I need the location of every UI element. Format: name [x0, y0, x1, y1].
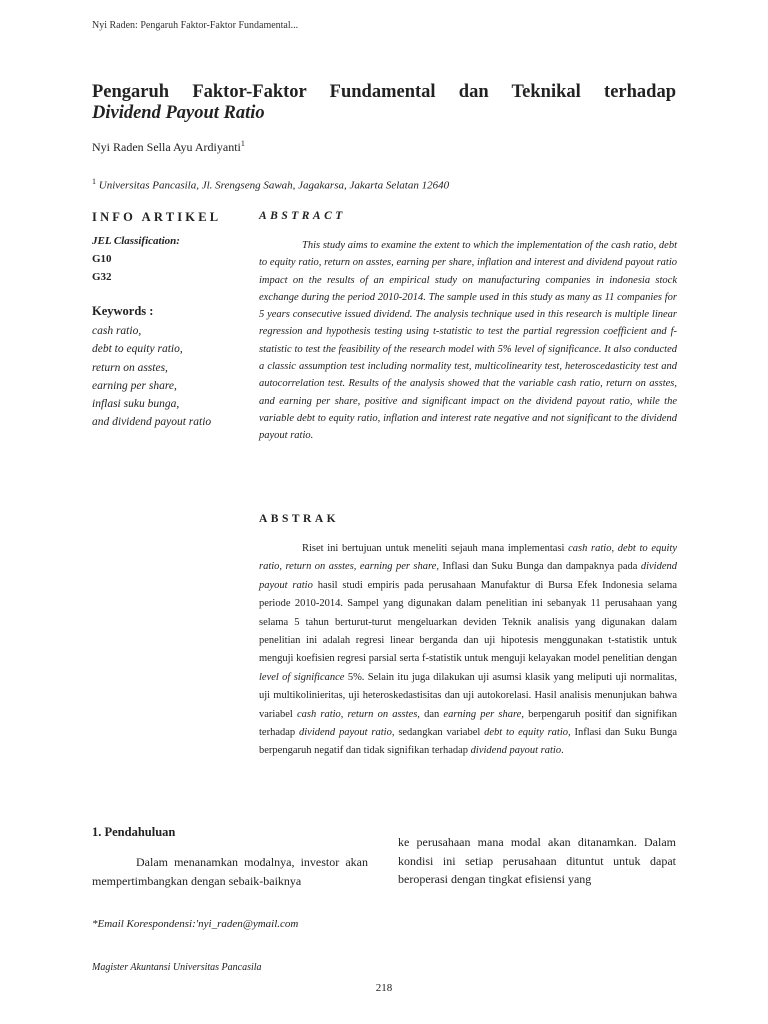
keyword-item: debt to equity ratio, [92, 343, 183, 356]
running-head: Nyi Raden: Pengaruh Faktor-Faktor Fundamental... [92, 20, 299, 31]
keyword-item: earning per share, [92, 379, 177, 392]
jel-code: G32 [92, 271, 112, 283]
abstrak-italic-run: debt to equity ratio, [484, 727, 571, 739]
abstrak-italic-run: dividend payout ratio [259, 561, 677, 591]
affiliation-sup: 1 [92, 177, 96, 186]
keywords-list [92, 322, 211, 432]
keyword-item: cash ratio, [92, 325, 142, 337]
section-heading-pendahuluan: 1. Pendahuluan [92, 825, 176, 839]
intro-column-right: ke perusahaan mana modal akan ditanamkan. Dalam kondisi ini setiap perusahaan dituntut untuk dapat beroperasi dengan tingkat efisiensi yang [398, 835, 676, 886]
footer-institution: Magister Akuntansi Universitas Pancasila [92, 962, 262, 973]
intro-column-left: Dalam menanamkan modalnya, investor akan mempertimbangkan dengan sebaik-baiknya [92, 855, 368, 888]
keywords-heading: Keywords : [92, 304, 154, 318]
abstrak-italic-run: earning per share [443, 708, 522, 720]
abstrak-run: , berpengaruh positif dan signifikan terhadap [259, 708, 677, 739]
abstrak-italic-run: cash ratio, return on asstes, [296, 708, 420, 720]
keyword-item: return on asstes, [92, 361, 168, 374]
abstrak-run: 5%. Selain itu juga dilakukan uji asumsi klasik yang meliputi uji normalitas, uji multikolinieritas, uji heteroskedastisitas dan uji autokorelasi. Hasil analisis menunjukan bahwa variabel [259, 671, 677, 720]
author [92, 139, 245, 155]
affiliation-text: Universitas Pancasila, Jl. Srengseng Sawah, Jagakarsa, Jakarta Selatan 12640 [96, 179, 450, 192]
jel-classification-label: JEL Classification: [92, 235, 180, 247]
abstract-heading: ABSTRACT [259, 210, 346, 222]
title-line-1: Pengaruh Faktor-Faktor Fundamental dan Teknikal terhadap [92, 82, 676, 102]
abstrak-italic-run: level of significance [259, 671, 345, 683]
abstrak-italic-run: dividend payout ratio [470, 745, 562, 757]
title-line-2: Dividend Payout Ratio [92, 103, 265, 123]
abstrak-run: , sedangkan variabel [391, 727, 485, 739]
abstract-text: This study aims to examine the extent to which the implementation of the cash ratio, debt to equity ratio, return on asstes, earning per share, inflation and interest and dividend payout ratio impact on the results of an empirical study on manufacturing companies in indonesia stock exchange during the period 2010-2014. The sample used in this study as many as 11 companies for 5 years consecutive issued dividend. The analysis technique used in this research is multiple linear regression and hypothesis testing using t-statistic to test the partial regression coefficient and f-statistic to test the feasibility of the research model with 5% level of significance. It also conducted a classic assumption test including normality test, multicolinearity test, heteroscedasticity test and autocorrelation test. Results of the analysis showed that the variable cash ratio, return on asstes, and earning per share, positive and significant impact on the dividend payout ratio, while the variable debt to equity ratio, inflation and interest rate negative and not significant to the dividend payout ratio. [259, 240, 677, 442]
keyword-item: and dividend payout ratio [92, 416, 212, 429]
author-name: Nyi Raden Sella Ayu Ardiyanti [92, 140, 241, 154]
article-title [92, 82, 676, 124]
info-artikel-heading: INFO ARTIKEL [92, 210, 222, 224]
abstrak-run: . [561, 745, 564, 757]
abstrak-text [259, 540, 677, 761]
abstrak-heading: ABSTRAK [259, 513, 340, 525]
keyword-item: inflasi suku bunga, [92, 398, 180, 411]
abstrak-run: dan [419, 708, 444, 720]
abstrak-run: Riset ini bertujuan untuk meneliti sejauh mana implementasi [302, 543, 569, 554]
affiliation [92, 177, 449, 192]
abstrak-run: Inflasi dan Suku Bunga dan dampaknya pada [438, 561, 641, 573]
correspondence-email: *Email Korespondensi:'nyi_raden@ymail.com [92, 918, 299, 930]
jel-code: G10 [92, 253, 112, 265]
author-sup: 1 [240, 139, 245, 148]
page-number: 218 [375, 982, 393, 994]
abstrak-run: Inflasi dan Suku Bunga berpengaruh negatif dan tidak signifikan terhadap [259, 727, 677, 757]
abstrak-italic-run: cash ratio, debt to equity ratio, return on asstes, earning per share, [259, 543, 677, 573]
abstrak-run: hasil studi empiris pada perusahaan Manufaktur di Bursa Efek Indonesia selama periode 2010-2014. Sampel yang digunakan dalam penelitian ini sebanyak 11 perusahaan yang selama 5 tahun berturut-turut mengeluarkan deviden Teknik analisis yang digunakan dalam penelitian ini adalah regresi linear berganda dan uji hipotesis menggunakan t-statistik untuk menguji koefisien regresi parsial serta f-statistik untuk menguji kelayakan model penelitian dengan [259, 579, 677, 665]
abstrak-italic-run: dividend payout ratio [299, 727, 392, 739]
